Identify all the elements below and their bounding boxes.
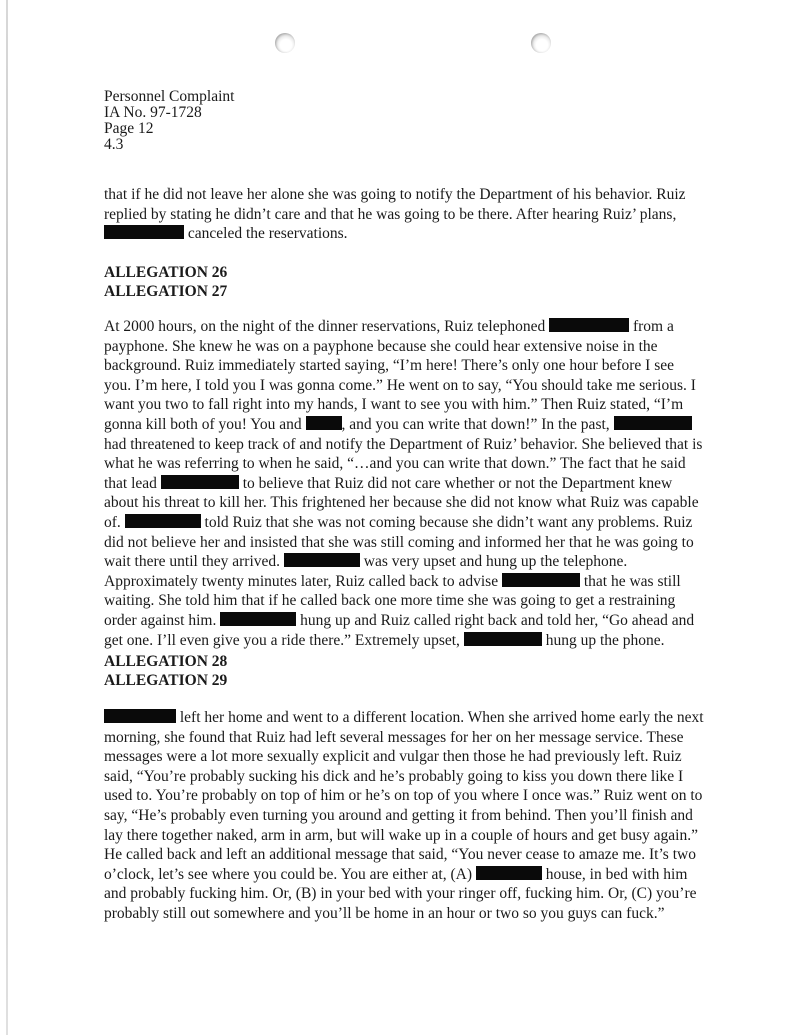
- redaction-bar: [104, 225, 184, 239]
- document-header: [104, 89, 234, 153]
- header-page-number: Page 12: [104, 120, 154, 137]
- text-run: hung up the phone.: [545, 631, 665, 649]
- allegation-28-29-body: [104, 708, 704, 924]
- text-run: house, in bed with him and probably fucking him. Or, (B) in your bed with your ringer off, fucking him. Or, (C) you’re probably still out somewhere and you’ll be home in an hour or two so you guys can fuck.”: [104, 865, 697, 922]
- redaction-bar: [104, 709, 176, 723]
- punch-hole-left: [275, 33, 295, 53]
- text-run: that if he did not leave her alone she was going to notify the Department of his behavior. Ruiz replied by stating he didn’t care and that he was going to be there. After hearing Ruiz’ plans,: [104, 186, 686, 223]
- text-run: was very upset and hung up the telephone. Approximately twenty minutes later, Ruiz called back to advise: [104, 553, 628, 590]
- paragraph-allegation-28-29: [104, 708, 704, 924]
- redaction-bar: [476, 866, 542, 880]
- allegation-28-29-heading: [104, 652, 704, 690]
- header-section-number: 4.3: [104, 136, 124, 153]
- redaction-bar: [464, 632, 542, 646]
- text-run: told Ruiz that she was not coming because she didn’t want any problems. Ruiz did not believe her and insisted that she was still coming and informed her that he was going to wait there until they arrived.: [104, 513, 694, 571]
- header-title: Personnel Complaint: [104, 88, 235, 105]
- text-run: that he was still waiting. She told him that if he called back one more time she was going to get a restraining order against him.: [104, 572, 681, 629]
- text-run: canceled the reservations.: [187, 225, 348, 243]
- redaction-bar: [502, 573, 580, 587]
- text-run: At 2000 hours, on the night of the dinner reservations, Ruiz telephoned: [104, 318, 546, 335]
- punch-hole-right: [531, 33, 551, 53]
- redaction-bar: [125, 514, 201, 528]
- text-run: left her home and went to a different location. When she arrived home early the next morning, she found that Ruiz had left several messages for her on her message service. These messages were a lot more sexually explicit and vulgar then those he had previously left. Ruiz said, “You’re probably sucking his dick and he’s probably going to kiss you down there like I used to. You’re probably on top of him or he’s on top of you where I once was.” Ruiz went on to say, “He’s probably even turning you around and getting it from behind. Then you’ll finish and lay there together naked, arm in arm, but will wake up in a couple of hours and get busy again.” He called back and left an additional message that said, “You never cease to amaze me. It’s two o’clock, let’s see where you could be. You are either at, (A): [104, 709, 704, 883]
- page-edge: [6, 0, 8, 1035]
- continuation-paragraph: [104, 185, 704, 244]
- redaction-bar: [220, 612, 296, 626]
- allegation-26-27-heading: [104, 263, 704, 301]
- allegation-26-27-body: [104, 317, 704, 650]
- header-case-number: IA No. 97-1728: [104, 104, 202, 121]
- paragraph-allegation-26-27: [104, 317, 704, 650]
- text-run: to believe that Ruiz did not care whether or not the Department knew about his threat to kill her. This frightened her because she did not know what Ruiz was capable of.: [104, 474, 699, 531]
- allegation-heading: ALLEGATION 27: [104, 283, 228, 300]
- redaction-bar: [161, 475, 239, 489]
- allegation-heading: ALLEGATION 26: [104, 264, 228, 281]
- allegation-heading: ALLEGATION 29: [104, 672, 228, 689]
- redaction-bar: [614, 416, 692, 430]
- allegation-heading: ALLEGATION 28: [104, 653, 228, 670]
- paragraph-continued: [104, 185, 704, 244]
- redaction-bar: [549, 318, 629, 332]
- text-run: from a payphone. She knew he was on a payphone because she could hear extensive noise in the background. Ruiz immediately started saying, “I’m here! There’s only one hour before I see you. I’m here, I told you I was gonna come.” He went on to say, “You should take me serious. I want you two to fall right into my hands, I want to see you with him.” Then Ruiz stated, “I’m gonna kill both of you! You and: [104, 318, 696, 433]
- redaction-bar: [306, 416, 342, 430]
- redaction-bar: [284, 553, 360, 567]
- text-run: , and you can write that down!” In the past,: [341, 415, 610, 433]
- text-run: had threatened to keep track of and notify the Department of Ruiz’ behavior. She believed that is what he was referring to when he said, “…and you can write that down.” The fact that he said that lead: [104, 435, 703, 492]
- text-run: hung up and Ruiz called right back and told her, “Go ahead and get one. I’ll even give you a ride there.” Extremely upset,: [104, 611, 695, 649]
